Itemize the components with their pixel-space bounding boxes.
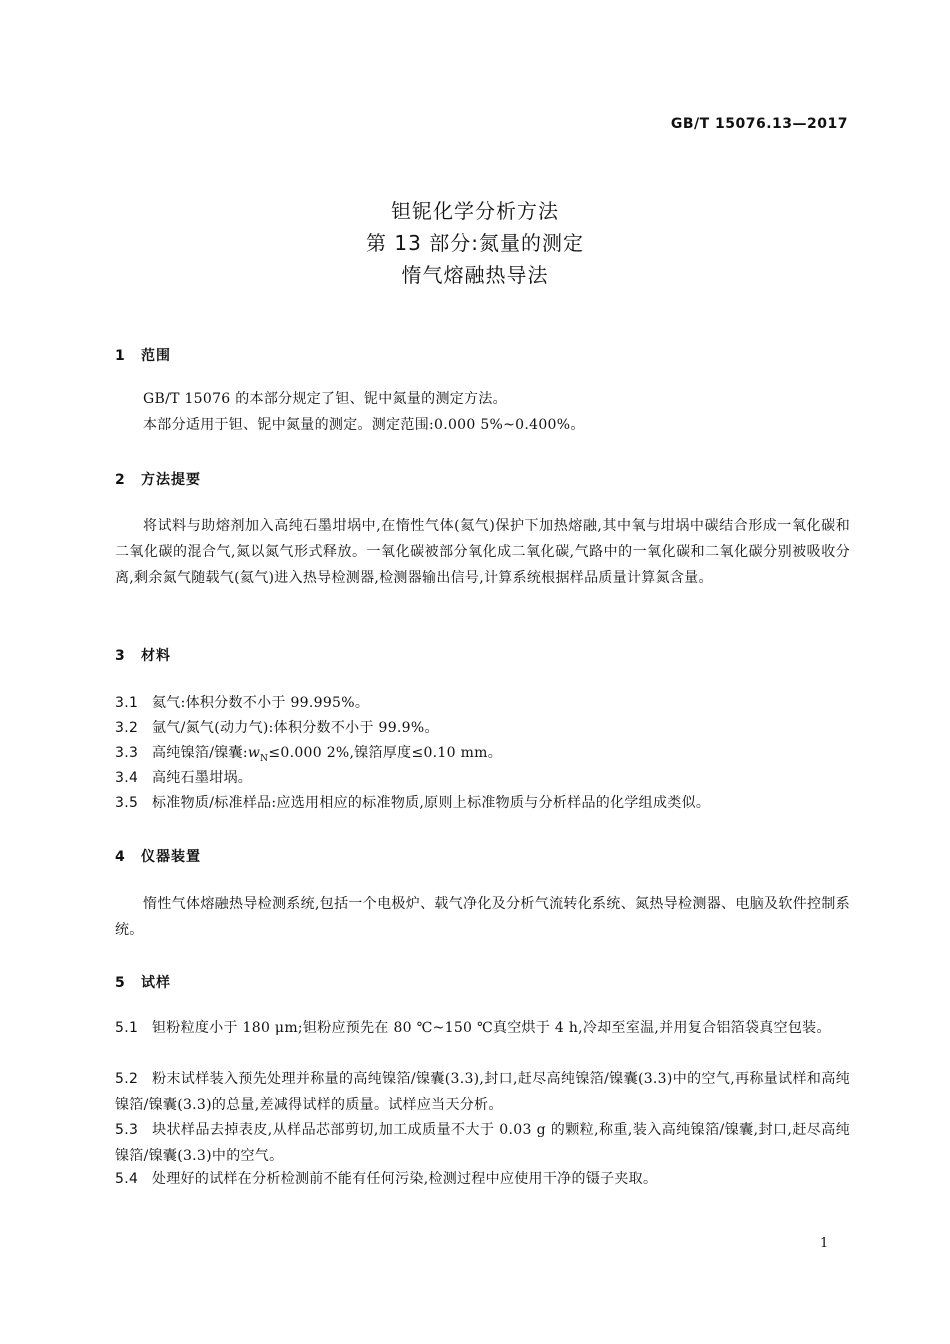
section-title: 仪器装置 (141, 849, 201, 865)
clause-text: 氩气/氮气(动力气):体积分数不小于 99.9%。 (152, 720, 439, 736)
section-number: 1 (115, 348, 126, 364)
standard-code: GB/T 15076.13—2017 (670, 116, 848, 132)
clause-number: 5.4 (115, 1171, 139, 1187)
clause-text: 块状样品去掉表皮,从样品芯部剪切,加工成质量不大于 0.03 g 的颗粒,称重,装入高纯镍箔/镍囊,封口,赶尽高纯镍箔/镍囊(3.3)中的空气。 (115, 1122, 850, 1164)
clause-number: 5.1 (115, 1020, 139, 1036)
section-1-paragraph-2: 本部分适用于钽、铌中氮量的测定。测定范围:0.000 5%~0.400%。 (143, 417, 585, 433)
clause-number: 3.4 (115, 770, 139, 786)
title-line-1: 钽铌化学分析方法 (391, 199, 559, 223)
clause-5-1 (115, 1015, 850, 1041)
clause-5-3 (115, 1117, 850, 1169)
section-number: 4 (115, 849, 126, 865)
clause-text-continued: ≤0.000 2%,镍箔厚度≤0.10 mm。 (268, 745, 503, 761)
section-4-paragraph-1: 惰性气体熔融热导检测系统,包括一个电极炉、载气净化及分析气流转化系统、氮热导检测器、电脑及软件控制系统。 (115, 896, 850, 938)
document-title (0, 195, 950, 291)
title-line-3: 惰气熔融热导法 (401, 263, 549, 287)
clause-3-4 (115, 765, 850, 791)
section-2-heading (115, 469, 201, 489)
clause-5-2 (115, 1066, 850, 1118)
clause-text: 钽粉粒度小于 180 μm;钽粉应预先在 80 ℃~150 ℃真空烘于 4 h,冷却至室温,并用复合铝箔袋真空包装。 (152, 1020, 831, 1036)
clause-3-1 (115, 690, 850, 716)
clause-5-4 (115, 1166, 850, 1192)
title-line-2: 第 13 部分:氮量的测定 (366, 231, 584, 255)
clause-number: 3.1 (115, 695, 139, 711)
clause-3-5 (115, 790, 850, 816)
section-title: 范围 (141, 348, 171, 364)
clause-number: 5.3 (115, 1122, 139, 1138)
section-4-heading (115, 846, 201, 866)
clause-text: 氦气:体积分数不小于 99.995%。 (152, 695, 370, 711)
section-number: 5 (115, 975, 126, 991)
clause-text: 高纯石墨坩埚。 (152, 770, 253, 786)
section-1-heading (115, 345, 171, 365)
clause-number: 5.2 (115, 1071, 139, 1087)
section-number: 3 (115, 648, 126, 664)
clause-text: 高纯镍箔/镍囊: (152, 745, 248, 761)
clause-3-2 (115, 715, 850, 741)
clause-number: 3.2 (115, 720, 139, 736)
section-5-heading (115, 972, 171, 992)
section-title: 方法提要 (141, 472, 201, 488)
clause-text: 粉末试样装入预先处理并称量的高纯镍箔/镍囊(3.3),封口,赶尽高纯镍箔/镍囊(3.3)中的空气,再称量试样和高纯镍箔/镍囊(3.3)的总量,差减得试样的质量。试样应当天分析。 (115, 1071, 850, 1113)
clause-text: 标准物质/标准样品:应选用相应的标准物质,原则上标准物质与分析样品的化学组成类似。 (152, 795, 711, 811)
section-2-paragraph-1: 将试料与助熔剂加入高纯石墨坩埚中,在惰性气体(氦气)保护下加热熔融,其中氧与坩埚中碳结合形成一氧化碳和二氧化碳的混合气,氮以氮气形式释放。一氧化碳被部分氧化成二氧化碳,气路中的一氧化碳和二氧化碳分别被吸收分离,剩余氮气随载气(氦气)进入热导检测器,检测器输出信号,计算系统根据样品质量计算氮含量。 (115, 518, 850, 586)
mass-fraction-symbol: w (247, 745, 261, 761)
section-title: 试样 (141, 975, 171, 991)
section-title: 材料 (141, 648, 171, 664)
page-number: 1 (820, 1236, 829, 1251)
clause-number: 3.3 (115, 745, 139, 761)
section-3-heading (115, 645, 171, 665)
clause-text: 处理好的试样在分析检测前不能有任何污染,检测过程中应使用干净的镊子夹取。 (152, 1171, 658, 1187)
section-1-paragraph-1: GB/T 15076 的本部分规定了钽、铌中氮量的测定方法。 (143, 391, 507, 407)
clause-number: 3.5 (115, 795, 139, 811)
section-number: 2 (115, 472, 126, 488)
mass-fraction-subscript: N (260, 753, 269, 764)
